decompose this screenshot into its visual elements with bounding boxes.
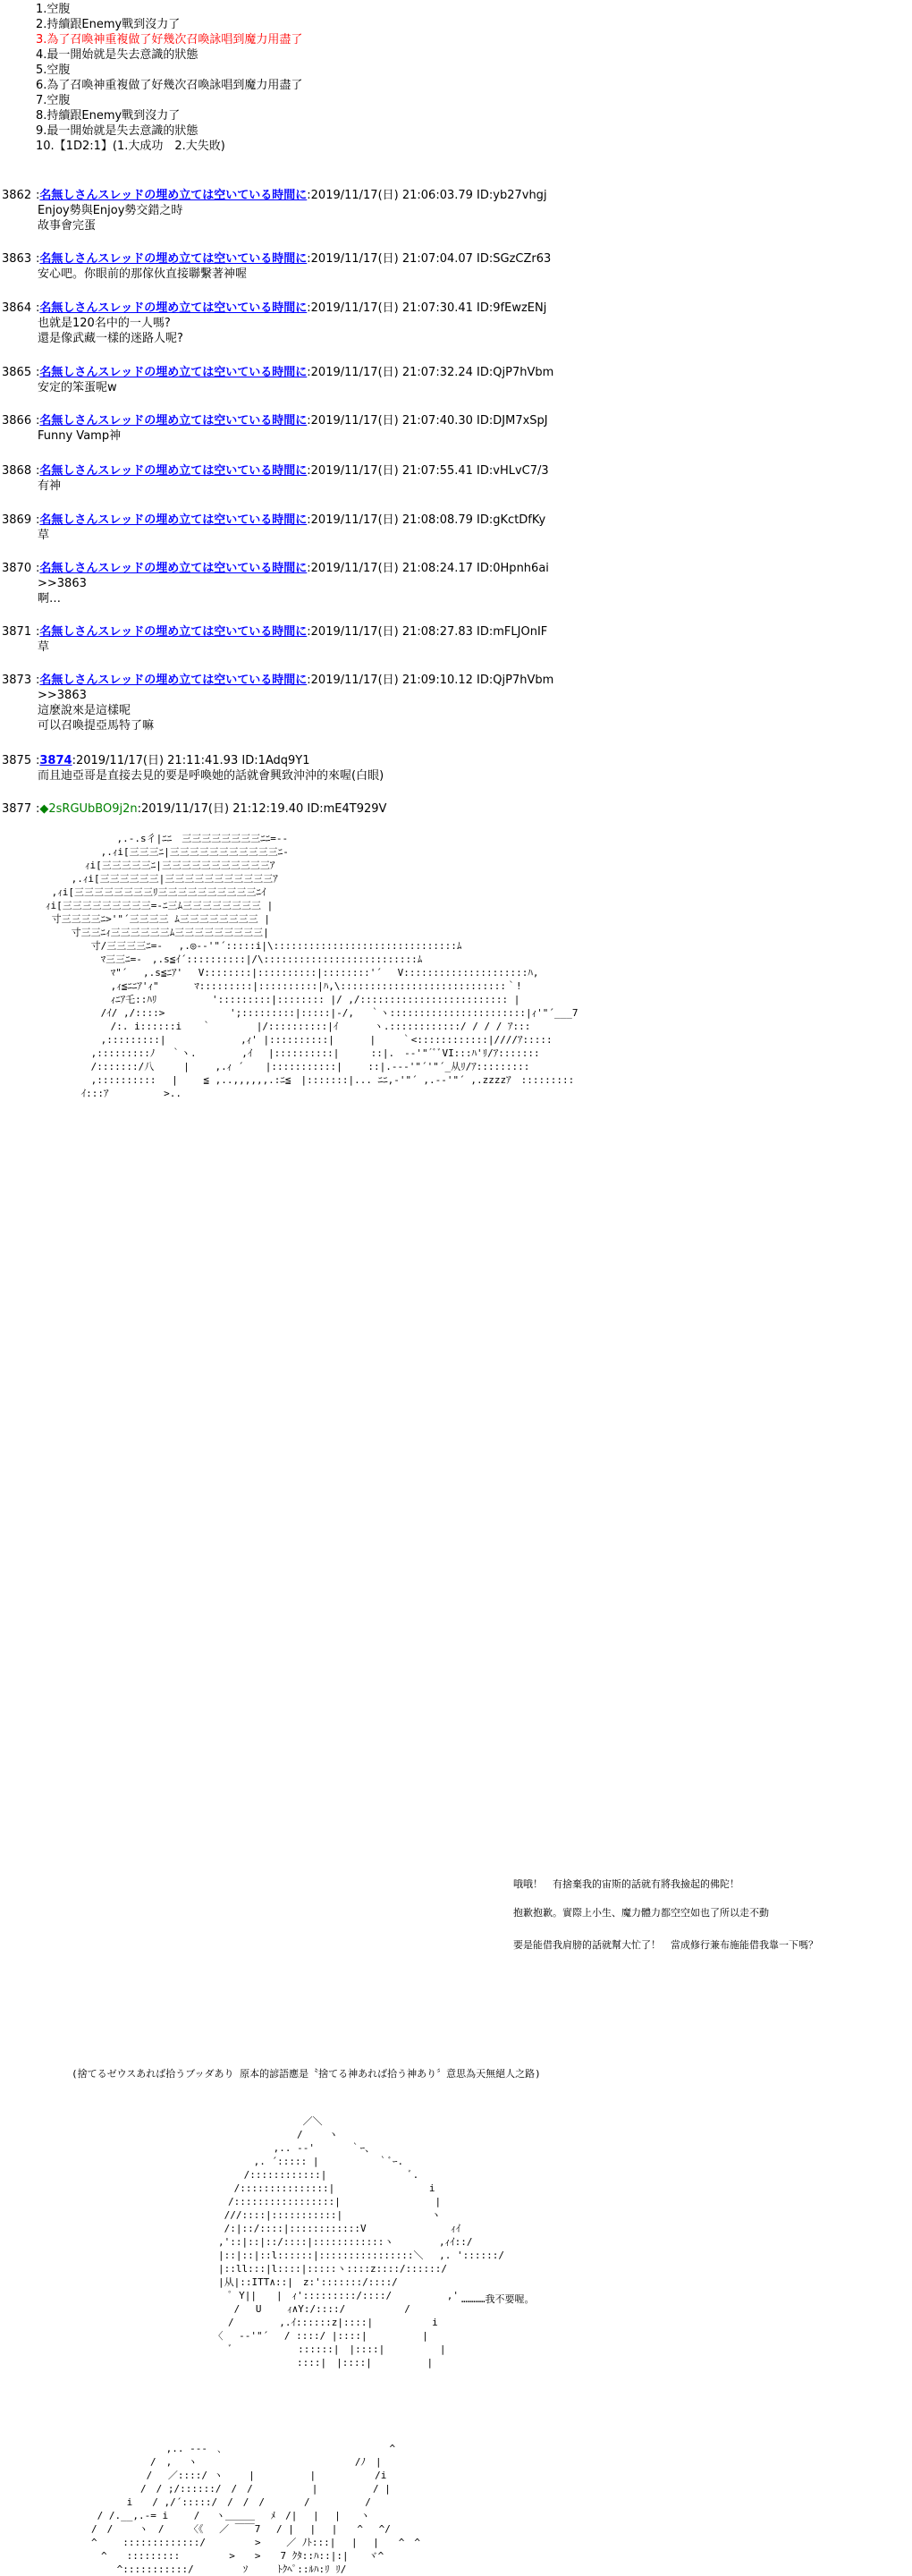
- poster-name-link[interactable]: 名無しさんスレッドの埋め立ては空いている時間に: [39, 252, 308, 266]
- post: 3862 :名無しさんスレッドの埋め立ては空いている時間に:2019/11/17(日) 21:06:03.79 ID:yb27vhgj Enjoy勢與Enjoy勢交錯之時 故事會完蛋: [2, 189, 547, 233]
- post: 3863 :名無しさんスレッドの埋め立ては空いている時間に:2019/11/17(日) 21:07:04.07 ID:SGzCZr63 安心吧。你眼前的那傢伙直接聯繫著神喔: [2, 252, 552, 281]
- post-number: 3873: [2, 674, 32, 687]
- post-line: 故事會完蛋: [38, 219, 97, 233]
- speech-line: …………我不要喔。: [461, 2293, 535, 2305]
- intro-list: [36, 2, 302, 154]
- post: 3864 :名無しさんスレッドの埋め立ては空いている時間に:2019/11/17(日) 21:07:30.41 ID:9fEwzENj 也就是120名中的一人嗎? 還是像武藏一樣的迷路人呢?: [2, 301, 547, 345]
- post-date: :2019/11/17(日) 21:08:24.17 ID:0Hpnh6ai: [307, 562, 549, 575]
- post-date: :2019/11/17(日) 21:11:41.93 ID:1Adq9Y1: [72, 754, 310, 767]
- list-item-highlight: 3.為了召喚神重複做了好幾次召喚詠唱到魔力用盡了: [36, 33, 303, 47]
- post-number: 3864: [2, 301, 32, 315]
- post-line: 可以召喚提亞馬特了嘛: [38, 719, 155, 733]
- post-line: 草: [38, 640, 50, 654]
- translator-note: (捨てるゼウスあれば拾うブッダあり 原本的諺語應是〝捨てる神あれば拾う神あり〞意思為天無絕人之路): [72, 2068, 541, 2080]
- post-number: 3862: [2, 189, 32, 202]
- post-date: :2019/11/17(日) 21:07:04.07 ID:SGzCZr63: [307, 252, 552, 266]
- post: 3869 :名無しさんスレッドの埋め立ては空いている時間に:2019/11/17(日) 21:08:08.79 ID:gKctDfKy 草: [2, 513, 546, 542]
- post-number: 3877: [2, 802, 32, 816]
- post-date: :2019/11/17(日) 21:07:40.30 ID:DJM7xSpJ: [307, 414, 548, 428]
- post-line: 而且迪亞哥是直接去見的要是呼喚她的話就會興致沖沖的來喔(白眼): [38, 769, 384, 783]
- poster-name-link[interactable]: 名無しさんスレッドの埋め立ては空いている時間に: [39, 414, 308, 428]
- poster-name-link[interactable]: 名無しさんスレッドの埋め立ては空いている時間に: [39, 366, 308, 379]
- post-line: 啊…: [38, 592, 62, 606]
- speech-line: 哦哦！ 有捨棄我的宙斯的話就有將我撿起的佛陀！: [513, 1878, 739, 1890]
- post-number: 3865: [2, 366, 32, 379]
- post-date: :2019/11/17(日) 21:12:19.40 ID:mE4T929V: [137, 802, 387, 816]
- post-date: :2019/11/17(日) 21:09:10.12 ID:QjP7hVbm: [307, 674, 554, 687]
- poster-name-link[interactable]: 名無しさんスレッドの埋め立ては空いている時間に: [39, 674, 308, 687]
- list-item: 10.【1D2:1】(1.大成功 2.大失敗): [36, 140, 225, 153]
- list-item: 9.最一開始就是失去意識的狀態: [36, 124, 198, 138]
- poster-name-link[interactable]: 名無しさんスレッドの埋め立ては空いている時間に: [39, 625, 308, 639]
- ascii-art-character: ／＼ / ヽ ,.. --' ｀ｰ、 ,. ´::::: | ｀ﾞｰ. /::::::::::::| ﾞ. /:::::::::::::::| i /:::::::::::::::::| | ///::::|:::::::::::| ヽ /:|::/::::|::::::::::::V ｨｲ ,'::|::|::/::::|::::::::::::ヽ ,ｨｲ::/ |::|::|::l::::::|::::::::::::::::＼ ,. '::::::/ |::ll:::|l::::|:::::ヽ::::z::::/::::::/ |从|::ITT∧::| z:':::::::/::::/ ﾟ Y|| | ｨ':::::::::/::::/ ,' / U ｨ∧Y:/::::/ / / ,.ｲ::::::z|::::| i 〈 -‐'"´ / ::::/ |::::| | ﾞ ::::::| |::::| | ::::| |::::| |: [217, 2115, 505, 2368]
- reply-anchor-link[interactable]: 3874: [39, 754, 72, 767]
- post-number: 3868: [2, 464, 32, 478]
- post-date: :2019/11/17(日) 21:07:32.24 ID:QjP7hVbm: [307, 366, 554, 379]
- post-number: 3870: [2, 562, 32, 575]
- speech-line: 要是能借我肩膀的話就幫大忙了！ 當成修行兼布施能借我靠一下嗎？: [513, 1939, 818, 1951]
- post-number: 3863: [2, 252, 32, 266]
- speech-line: 抱歉抱歉。實際上小生、魔力體力都空空如也了所以走不動: [513, 1907, 769, 1919]
- post-number: 3871: [2, 625, 32, 639]
- ascii-art-character: ,.-.s彳|ﾆﾆ 三三三三三三三三ﾆﾆ=-- ,.ｨi[三三三ﾆ|三三三三三三三三三三三ﾆ- ｨi[三三三三三ﾆ|三三三三三三三三三三三ｱ ,.ｨi[三三三三三三|三三三三三三三三三三三ｱ ,ｨi[三三三三三三三三ﾘ三三三三三三三三三三ﾆｲ ｨi[三三三三三三三三三=-ﾆ三ﾑ三三三三三三三三 | 寸三三三三ﾆ>'"´三三三三 ﾑ三三三三三三三三 | 寸三三ﾆｨ三三三三三三ﾑ三三三三三三三三三| 寸/三三三三ﾆ=- ,.◎-‐'"´:::::i|\:::::::::::::::::::::::::::::::ﾑ ﾏ三三ﾆ=- ,.s≦ｲ´::::::::::|/\::::::::::::::::::::::::::ﾑ ﾏ"´ ,.s≦ﾆｱ' V::::::::|::::::::::|::::::::'´ V:::::::::::::::::::::ﾊ, ,ｨ≦ﾆﾆｱ'ｨ" ﾏ:::::::::|::::::::::|ﾊ,\::::::::::::::::::::::::::::｀! ｨﾆｱ乇::ﾊﾘ ':::::::::|:::::::: |/ ,/::::::::::::::::::::::::: | /ｲ/ ,/::::> ';:::::::::|:::::|-/, ｀ヽ:::::::::::::::::::::::|ｨ'"´___7 /:. i::::::i ｀ |/::::::::::|ｲ ヽ.::::::::::::/ / / / ｱ::: ,:::::::::| ,ｨ' |::::::::::| | ｀<::::::::::::|////ｱ::::: ,:::::::::ﾉ ｀ヽ. ,ｲ |::::::::::| ::|. -‐'"´ﾞﾞVI:::ﾊ'ﾘ/ｱ::::::: /:::::::/八 | ,.ｨ ´ |:::::::::::| ::|.--‐'"´'"´_从ﾘ/ｱ::::::::: ,:::::::::: | ≦ ,..,,,,,,.:ﾆ≦ |:::::::|... ﾆﾆ,-'"´ ,.-‐'"´ ,.zzzzｱ ::::::::: ｲ:::ｱ >.. 哦哦！ 有捨棄我的宙斯的話就有將我撿起的佛陀！ 抱歉抱歉。實際上小生、魔力體力都空空如也了所以走不動 要是能借我肩膀的話就幫大忙了！ 當成修行兼布施能借我靠一下嗎？ (捨てるゼウスあれば拾うブッダあり 原本的諺語應是〝捨てる神あれば拾う神あり〞意思為天無絕人之路) ／＼ / ヽ ,.. --' ｀ｰ、 ,. ´::::: | ｀ﾞｰ. /::::::::::::| ﾞ. /:::::::::::::::| i /:::::::::::::::::| | ///::::|:::::::::::| ヽ /:|::/::::|::::::::::::V ｨｲ ,'::|::|::/::::|::::::::::::ヽ ,ｨｲ::/ |::|::|::l::::::|::::::::::::::::＼ ,. '::::::/ |::ll:::|l::::|:::::ヽ::::z::::/::::::/ |从|::ITT∧::| z:':::::::/::::/ ﾟ Y|| | ｨ':::::::::/::::/ ,' / U ｨ∧Y:/::::/ / / ,.ｲ::::::z|::::| i 〈 -‐'"´ / ::::/ |::::| | ﾞ ::::::| |::::| | ::::| |::::| | …………我不要喔。 ,.. -‐‐ ､ ^ / , ヽ /ﾉ | / ／::::/ ヽ | | /i / / ;/::::::/ / / | / | i / ,/´:::::/ / / / / / / /.__,.-= i / ヽ＿＿＿ ﾒ /| | | ヽ / / ヽ / 〈《 ／ ￣￣7 / | | | ^ ^/ ^ :::::::::::::/ > ／ ﾉﾄ:::| | | ^ ^ ^ ::::::::: > > 7 ｸﾀ::ﾊ::|:| ヾ^ ^:::::::::::/ ｿ ﾄｸﾍﾟ::ﾙﾊ:ﾘ ﾘ/: [45, 833, 818, 2575]
- ascii-art-character: ,.. -‐‐ ､ ^ / , ヽ /ﾉ | / ／::::/ ヽ | | /i / / ;/::::::/ / / | / | i / ,/´:::::/ / / / / / / /.__,.-= i / ヽ＿＿＿ ﾒ /| | | ヽ / / ヽ / 〈《 ／ ￣￣7 / | | | ^ ^/ ^ :::::::::::::/ > ／ ﾉﾄ:::| | | ^ ^ ^ ::::::::: > > 7 ｸﾀ::ﾊ::|:| ヾ^ ^:::::::::::/ ｿ ﾄｸﾍﾟ::ﾙﾊ:ﾘ ﾘ/: [90, 2443, 421, 2575]
- post-line: 也就是120名中的一人嗎?: [38, 317, 171, 330]
- post-date: :2019/11/17(日) 21:07:55.41 ID:vHLvC7/3: [307, 464, 549, 478]
- list-item: 1.空腹: [36, 3, 71, 16]
- poster-name-link[interactable]: 名無しさんスレッドの埋め立ては空いている時間に: [39, 464, 308, 478]
- post-line: 還是像武藏一樣的迷路人呢?: [38, 332, 183, 345]
- post: 3868 :名無しさんスレッドの埋め立ては空いている時間に:2019/11/17(日) 21:07:55.41 ID:vHLvC7/3 有神: [2, 464, 549, 493]
- list-item: 6.為了召喚神重複做了好幾次召喚詠唱到魔力用盡了: [36, 79, 303, 92]
- post: 3875 :3874:2019/11/17(日) 21:11:41.93 ID:1Adq9Y1 而且迪亞哥是直接去見的要是呼喚她的話就會興致沖沖的來喔(白眼): [2, 754, 384, 783]
- post-date: :2019/11/17(日) 21:06:03.79 ID:yb27vhgj: [307, 189, 547, 202]
- post-number: 3875: [2, 754, 32, 767]
- post-number: 3869: [2, 513, 32, 527]
- post-line: 有神: [38, 479, 62, 493]
- post-date: :2019/11/17(日) 21:08:08.79 ID:gKctDfKy: [307, 513, 546, 527]
- post-date: :2019/11/17(日) 21:07:30.41 ID:9fEwzENj: [307, 301, 547, 315]
- post: 3877 :◆2sRGUbBO9j2n:2019/11/17(日) 21:12:19.40 ID:mE4T929V: [2, 802, 387, 816]
- author-trip: ◆2sRGUbBO9j2n: [39, 802, 138, 816]
- post-line: >>3863: [38, 577, 87, 590]
- list-item: 8.持續跟Enemy戰到沒力了: [36, 109, 181, 123]
- post: 3870 :名無しさんスレッドの埋め立ては空いている時間に:2019/11/17(日) 21:08:24.17 ID:0Hpnh6ai >>3863 啊…: [2, 562, 549, 606]
- list-item: 5.空腹: [36, 64, 71, 77]
- post-line: 草: [38, 529, 50, 542]
- post-date: :2019/11/17(日) 21:08:27.83 ID:mFLJOnIF: [307, 625, 548, 639]
- poster-name-link[interactable]: 名無しさんスレッドの埋め立ては空いている時間に: [39, 301, 308, 315]
- post-line: 這麼說來是這樣呢: [38, 704, 131, 717]
- poster-name-link[interactable]: 名無しさんスレッドの埋め立ては空いている時間に: [39, 189, 308, 202]
- list-item: 7.空腹: [36, 94, 71, 107]
- post-line: >>3863: [38, 689, 87, 702]
- list-item: 4.最一開始就是失去意識的狀態: [36, 48, 198, 62]
- list-item: 2.持續跟Enemy戰到沒力了: [36, 18, 181, 31]
- poster-name-link[interactable]: 名無しさんスレッドの埋め立ては空いている時間に: [39, 562, 308, 575]
- post: 3866 :名無しさんスレッドの埋め立ては空いている時間に:2019/11/17(日) 21:07:40.30 ID:DJM7xSpJ Funny Vamp神: [2, 414, 548, 443]
- post-line: 安定的笨蛋呢w: [38, 381, 117, 394]
- post: 3865 :名無しさんスレッドの埋め立ては空いている時間に:2019/11/17(日) 21:07:32.24 ID:QjP7hVbm 安定的笨蛋呢w: [2, 366, 554, 394]
- poster-name-link[interactable]: 名無しさんスレッドの埋め立ては空いている時間に: [39, 513, 308, 527]
- post: 3871 :名無しさんスレッドの埋め立ては空いている時間に:2019/11/17(日) 21:08:27.83 ID:mFLJOnIF 草: [2, 625, 548, 654]
- post-line: 安心吧。你眼前的那傢伙直接聯繫著神喔: [38, 267, 248, 281]
- post-line: Enjoy勢與Enjoy勢交錯之時: [38, 204, 183, 217]
- post-number: 3866: [2, 414, 32, 428]
- post: 3873 :名無しさんスレッドの埋め立ては空いている時間に:2019/11/17(日) 21:09:10.12 ID:QjP7hVbm >>3863 這麼說來是這樣呢 可以召喚提亞馬特了嘛: [2, 674, 554, 733]
- post-line: Funny Vamp神: [38, 429, 122, 443]
